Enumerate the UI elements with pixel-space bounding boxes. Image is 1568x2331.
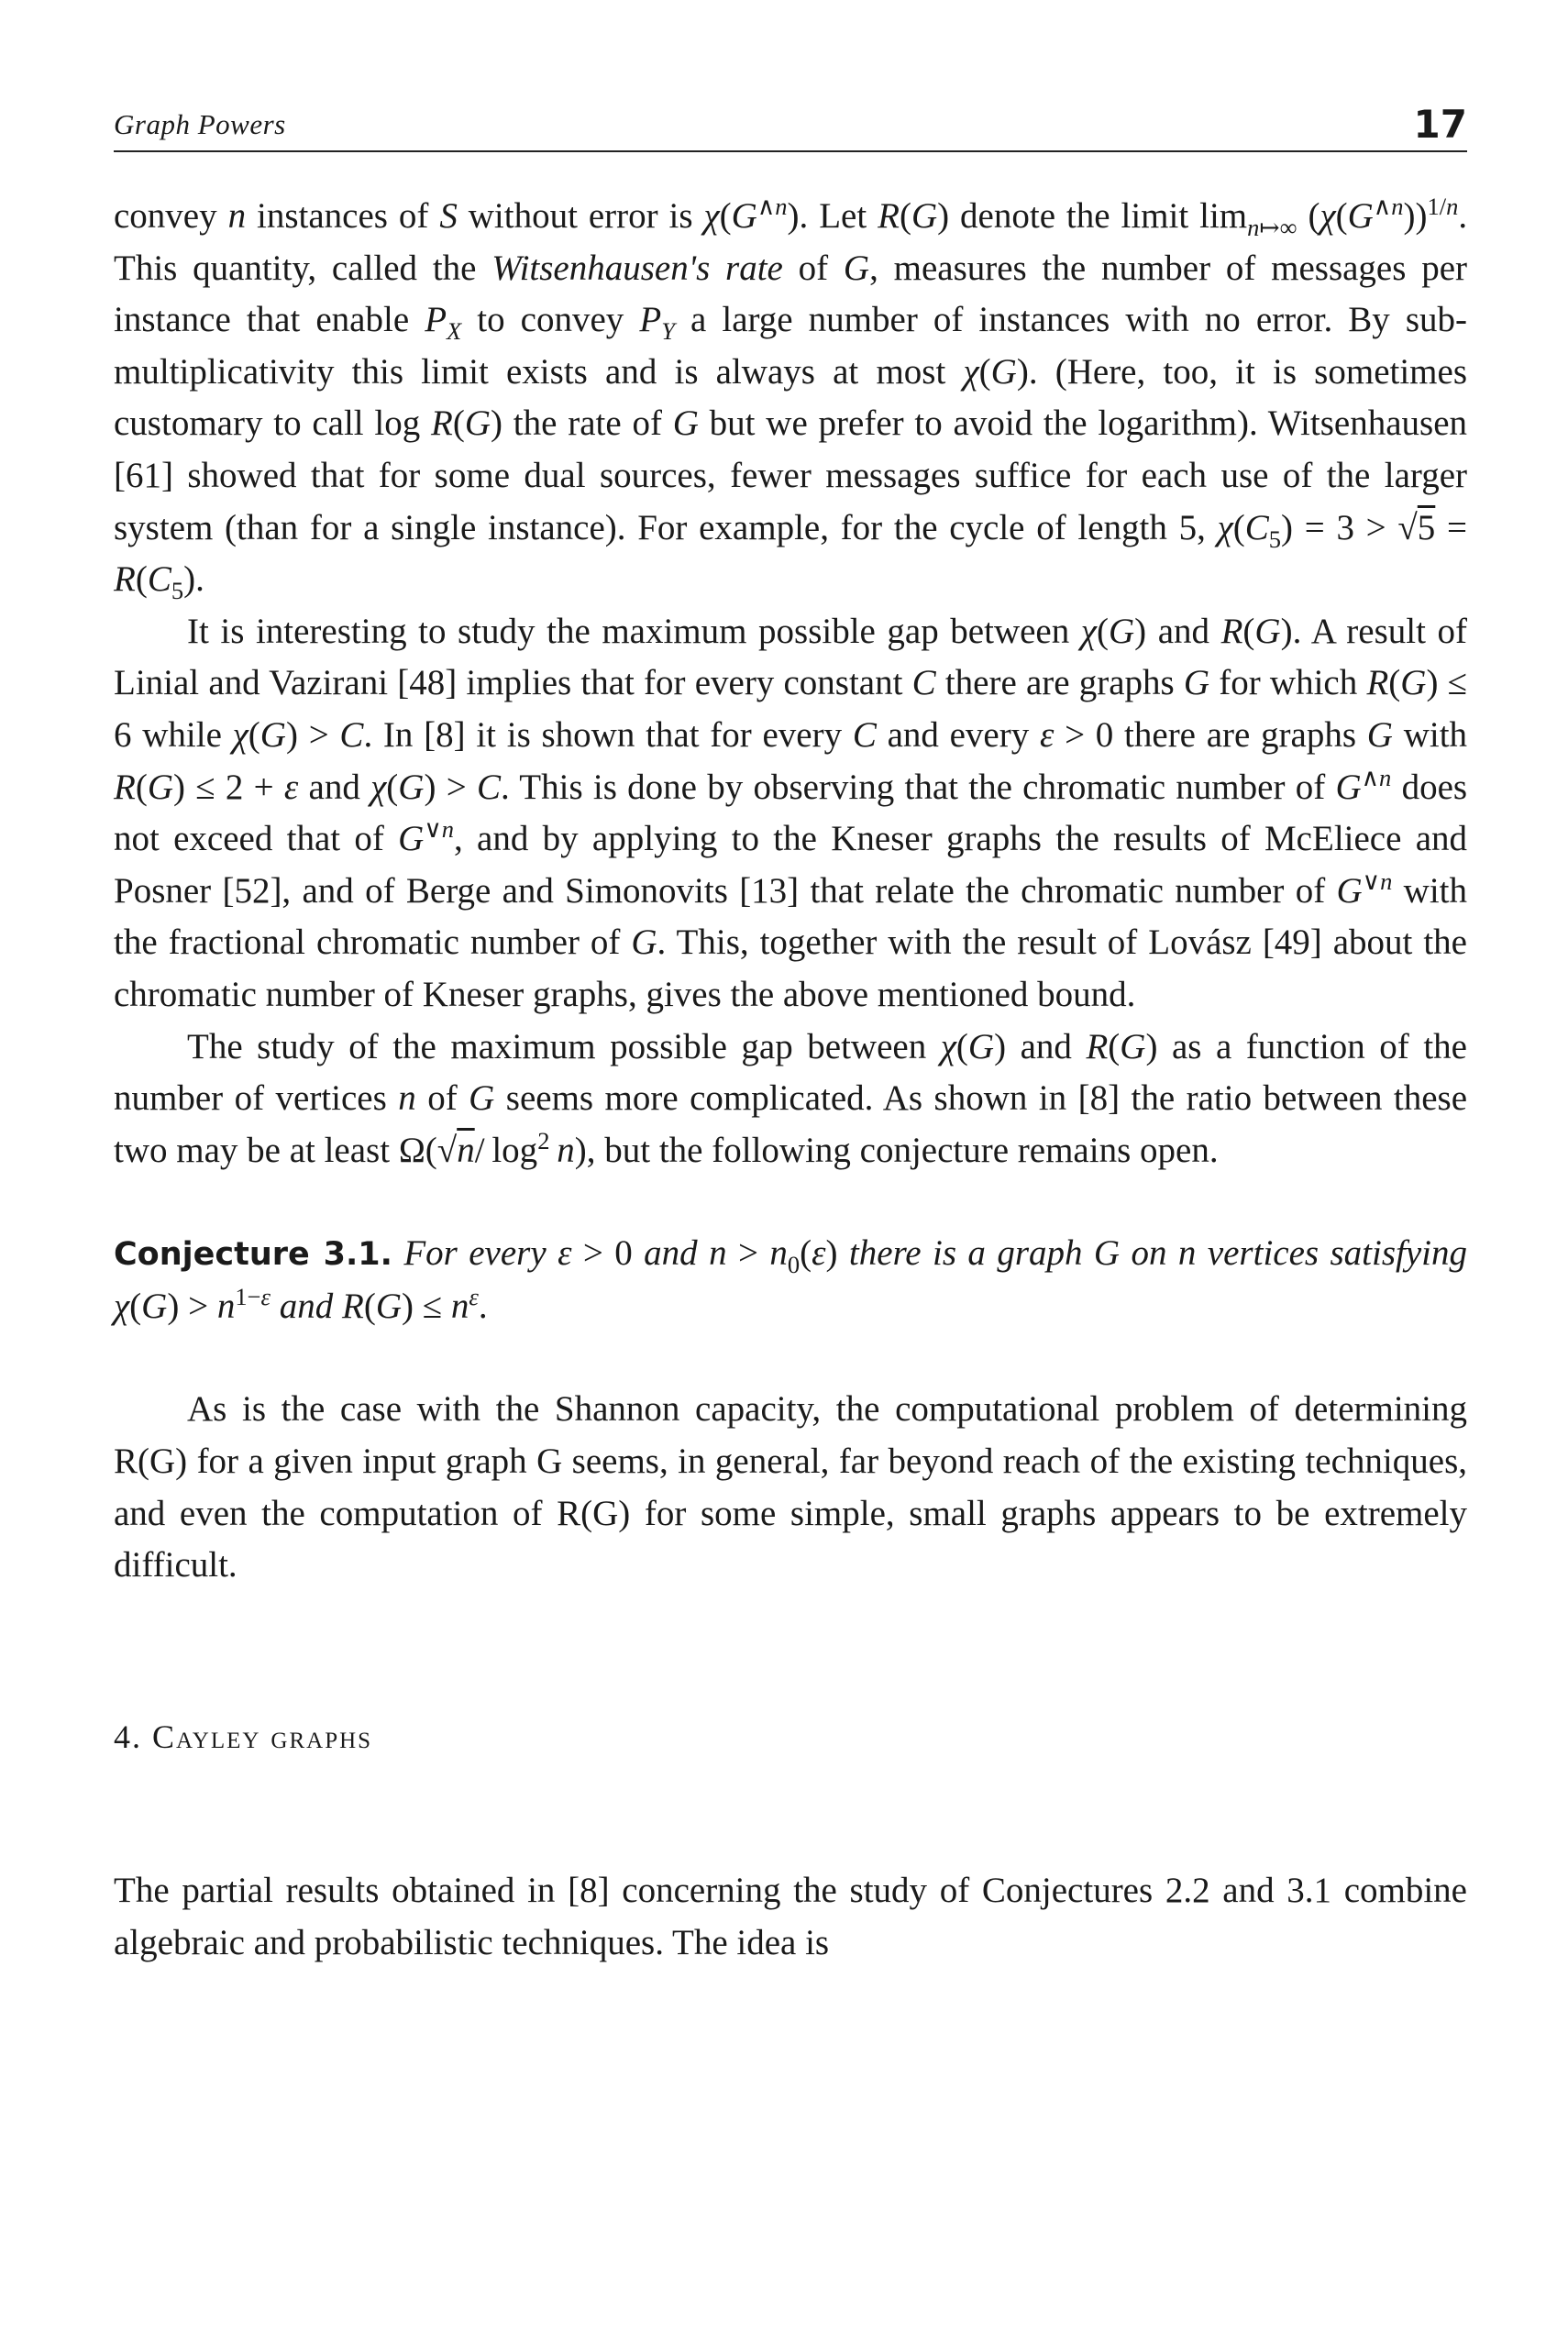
conjecture-label: Conjecture 3.1.: [114, 1236, 392, 1274]
conjecture-3-1: Conjecture 3.1. For every ε > 0 and $n > n_0(\varepsilon)$ there is a graph G on n vertices satisfying $\chi(G) > n^{1-\varepsilon}$ and $R(G) \le n^\varepsilon$.: [114, 1233, 1467, 1326]
emphasis-term: Witsenhausen's rate: [491, 248, 783, 288]
section-number: 4.: [114, 1718, 142, 1755]
paragraph-3: The study of the maximum possible gap between χ(G) and R(G) as a function of the number of vertices n of G seems more complicated. As shown in [8] the ratio between these two may be at least Ω(√n/ $\log^2 n$), but the following conjecture remains open.: [114, 1026, 1468, 1170]
paragraph-1: convey n instances of S without error is $\chi(G^{\wedge n})$. Let R(G) denote the limit $\lim_{n↦\infty} (\chi(G^{\wedge n}))^{1/n}$. This quantity, called the Witsenhausen's rate of G, measures the number of messages per instance that enable $P_X$ to convey $P_Y$ a large number of instances with no error. By sub-multiplicativity this limit exists and is always at most χ(G). (Here, too, it is sometimes customary to call log R(G) the rate of G but we prefer to avoid the logarithm). Witsenhausen [61] showed that for some dual sources, fewer messages suffice for each use of the larger system (than for a single instance). For example, for the cycle of length 5, $\chi(C_5) = 3 > √5 = R(C_5)$.: [114, 193, 1468, 604]
running-title: Graph Powers: [114, 108, 286, 140]
page-body: [114, 191, 1467, 1970]
paragraph-4: As is the case with the Shannon capacity, the computational problem of determining R(G) for a given input graph G seems, in general, far beyond reach of the existing techniques, and even the computation of R(G) for some simple, small graphs appears to be extremely difficult.: [114, 1389, 1467, 1585]
paragraph-2: It is interesting to study the maximum possible gap between χ(G) and R(G). A result of Linial and Vazirani [48] implies that for every constant C there are graphs G for which R(G) ≤ 6 while χ(G) > C. In [8] it is shown that for every C and every ε > 0 there are graphs G with R(G) ≤ 2 + ε and χ(G) > C. This is done by observing that the chromatic number of $G^{\wedge n}$ does not exceed that of $G^{\vee n}$, and by applying to the Kneser graphs the results of McEliece and Posner [52], and of Berge and Simonovits [13] that relate the chromatic number of $G^{\vee n}$ with the fractional chromatic number of G. This, together with the result of Lovász [49] about the chromatic number of Kneser graphs, gives the above mentioned bound.: [114, 611, 1468, 1014]
section-heading: [114, 1711, 1467, 1763]
page-header: [114, 99, 1467, 152]
paragraph-5: The partial results obtained in [8] concerning the study of Conjectures 2.2 and 3.1 combine algebraic and probabilistic techniques. The idea is: [114, 1871, 1467, 1963]
page-number: 17: [1413, 102, 1467, 147]
section-title: Cayley graphs: [152, 1718, 373, 1755]
